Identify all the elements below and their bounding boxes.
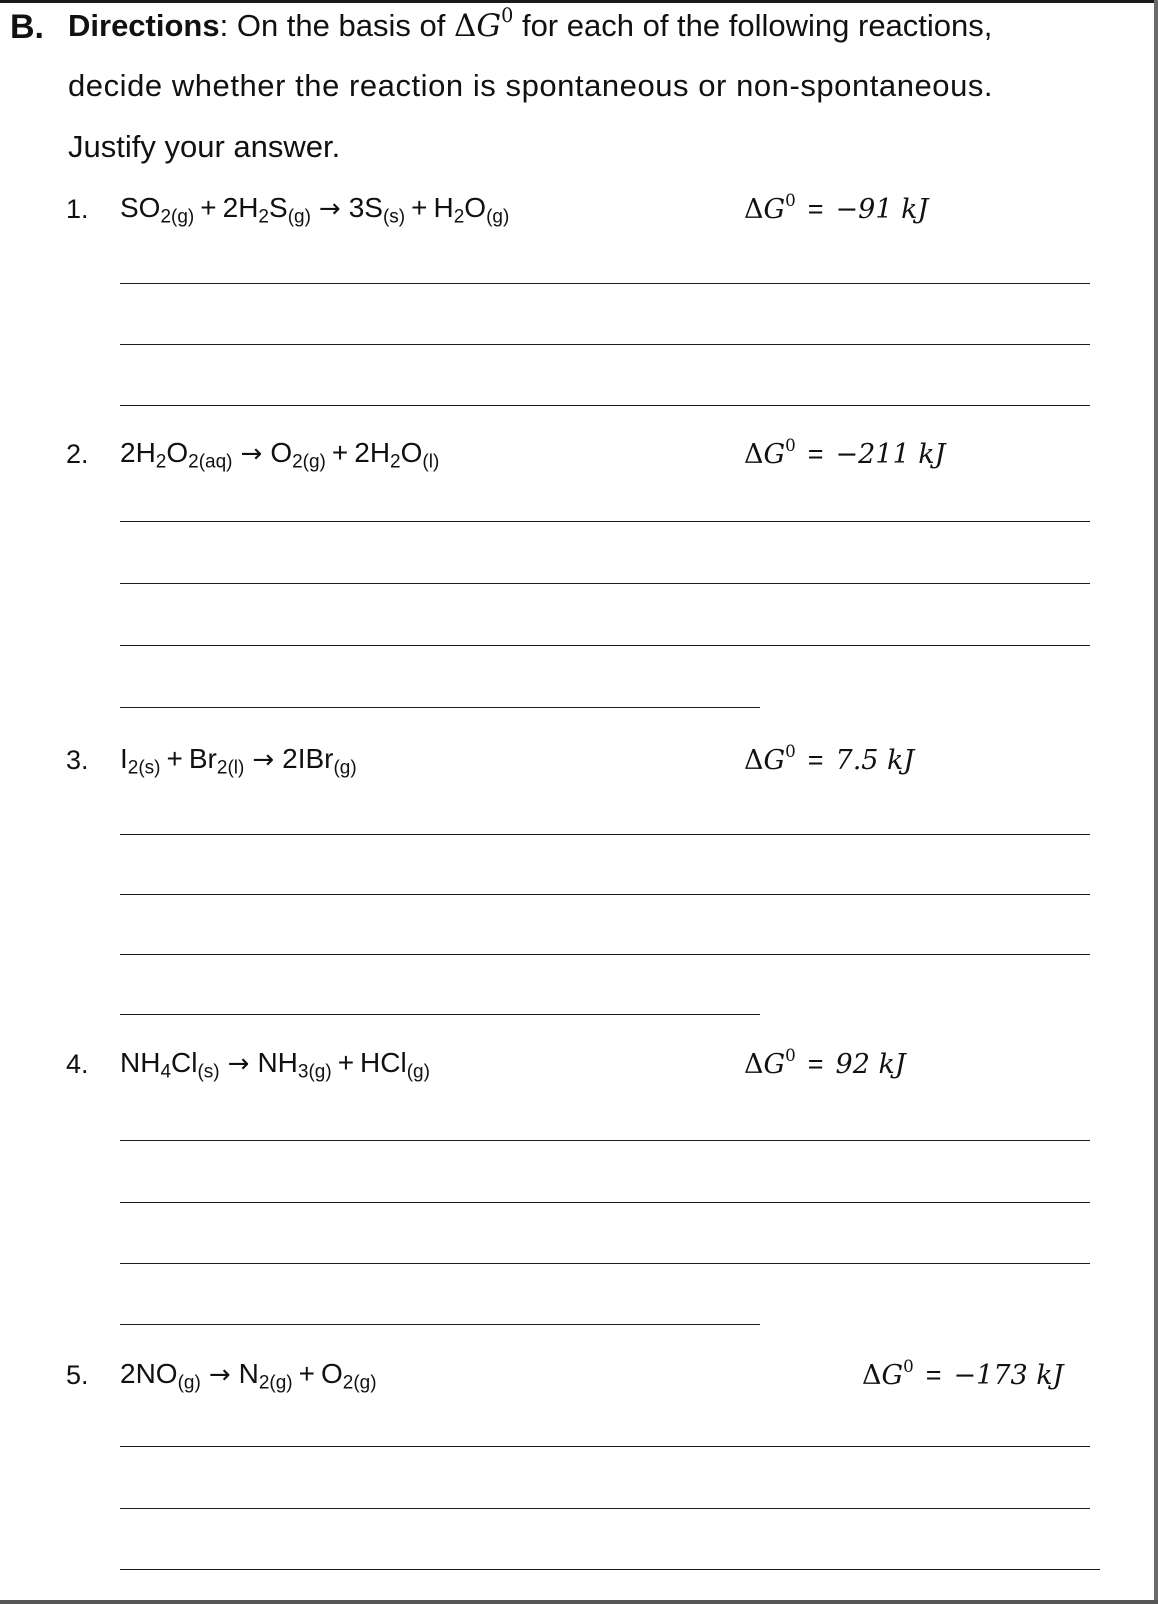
answer-line[interactable]	[120, 1324, 760, 1325]
formula-subscript: (l)	[422, 451, 440, 473]
plus-sign: +	[331, 437, 349, 468]
formula-subscript: (g)	[333, 757, 357, 779]
formula-text: N	[238, 1358, 259, 1389]
reaction-equation	[120, 1047, 430, 1083]
answer-line[interactable]	[120, 1014, 760, 1015]
right-border	[1154, 0, 1158, 1604]
directions-text-1a: : On the basis of	[219, 8, 454, 43]
plus-sign: +	[200, 192, 217, 223]
reaction-equation	[120, 743, 357, 779]
answer-line[interactable]	[120, 707, 760, 708]
formula-text: NH	[257, 1047, 298, 1078]
reaction-number: 1.	[66, 194, 89, 224]
delta-g-value: $\Delta G^0 = 92$ kJ	[744, 1044, 906, 1080]
formula-subscript: 2(g)	[292, 451, 326, 473]
formula-subscript: 2	[390, 451, 401, 473]
formula-text: Br	[188, 743, 217, 774]
answer-line[interactable]	[120, 645, 1090, 646]
formula-text: O	[166, 437, 189, 468]
answer-line[interactable]	[120, 283, 1090, 284]
bottom-border	[0, 1600, 1158, 1604]
reaction-arrow-icon: →	[227, 1049, 250, 1079]
formula-subscript: (g)	[287, 206, 311, 228]
formula-subscript: (s)	[382, 206, 406, 228]
formula-text: O	[400, 437, 423, 468]
reaction-arrow-icon: →	[252, 745, 275, 775]
answer-line[interactable]	[120, 834, 1090, 835]
answer-line[interactable]	[120, 1140, 1090, 1141]
formula-subscript: 3(g)	[297, 1061, 332, 1083]
directions-line-3: Justify your answer.	[68, 129, 341, 164]
formula-text: I	[120, 743, 128, 774]
formula-text: O	[270, 437, 293, 468]
formula-subscript: (g)	[177, 1372, 201, 1394]
formula-text: 2H	[120, 437, 156, 468]
formula-text: Cl	[171, 1047, 198, 1078]
formula-subscript: 2	[258, 206, 269, 228]
formula-text: HCl	[360, 1047, 407, 1078]
reaction-arrow-icon: →	[208, 1360, 231, 1390]
answer-line[interactable]	[120, 1446, 1090, 1447]
answer-line[interactable]	[120, 583, 1090, 584]
reaction-equation	[120, 1358, 377, 1394]
reaction-number: 2.	[66, 439, 89, 469]
answer-line[interactable]	[120, 954, 1090, 955]
answer-line[interactable]	[120, 521, 1090, 522]
reaction-equation	[120, 192, 510, 228]
directions-line-2: decide whether the reaction is spontaneous or non-spontaneous.	[68, 68, 994, 103]
answer-line[interactable]	[120, 1202, 1090, 1203]
formula-text: 2H	[354, 437, 391, 468]
answer-line[interactable]	[120, 1569, 1100, 1570]
answer-line[interactable]	[120, 1263, 1090, 1264]
reaction-number: 5.	[66, 1360, 89, 1390]
formula-subscript: 2(g)	[258, 1372, 293, 1394]
delta-g-value: $\Delta G^0 = -173$ kJ	[862, 1355, 1064, 1391]
formula-subscript: (g)	[406, 1061, 430, 1083]
plus-sign: +	[298, 1358, 315, 1389]
formula-subscript: 2	[453, 206, 465, 228]
formula-subscript: 4	[160, 1061, 172, 1083]
reaction-number: 4.	[66, 1049, 89, 1079]
directions-text-1b: for each of the following reactions,	[513, 8, 993, 43]
formula-subscript: 2(aq)	[188, 451, 233, 473]
reaction-arrow-icon: →	[318, 194, 341, 224]
reaction-arrow-icon: →	[240, 439, 263, 469]
formula-text: NH	[120, 1047, 161, 1078]
answer-line[interactable]	[120, 1508, 1090, 1509]
directions-label: Directions	[68, 8, 220, 43]
section-letter: B.	[10, 8, 44, 46]
reaction-equation	[120, 437, 440, 473]
formula-subscript: 2(s)	[127, 757, 161, 779]
formula-subscript: 2	[155, 451, 167, 473]
formula-subscript: (g)	[486, 206, 510, 228]
answer-line[interactable]	[120, 894, 1090, 895]
formula-text: 2IBr	[282, 743, 334, 774]
formula-text: 2H	[222, 192, 259, 223]
formula-text: 3S	[348, 192, 383, 223]
formula-text: O	[321, 1358, 343, 1389]
top-border	[0, 0, 1158, 3]
formula-text: O	[464, 192, 487, 223]
formula-text: 2NO	[120, 1358, 178, 1389]
delta-g-symbol: $\Delta G^0$	[453, 4, 514, 44]
formula-subscript: 2(g)	[342, 1372, 377, 1394]
formula-subscript: 2(l)	[216, 757, 245, 779]
formula-text: S	[269, 192, 288, 223]
answer-line[interactable]	[120, 405, 1090, 406]
plus-sign: +	[166, 743, 183, 774]
reaction-number: 3.	[66, 745, 89, 775]
formula-text: H	[433, 192, 454, 223]
plus-sign: +	[337, 1047, 355, 1078]
plus-sign: +	[411, 192, 428, 223]
directions-line-1	[68, 4, 993, 44]
formula-subscript: (s)	[197, 1061, 220, 1083]
formula-subscript: 2(g)	[160, 206, 195, 228]
delta-g-value: $\Delta G^0 = -211$ kJ	[744, 434, 946, 470]
answer-line[interactable]	[120, 344, 1090, 345]
delta-g-value: $\Delta G^0 = 7.5$ kJ	[744, 740, 915, 776]
delta-g-value: $\Delta G^0 = -91$ kJ	[744, 189, 929, 225]
formula-text: SO	[120, 192, 161, 223]
